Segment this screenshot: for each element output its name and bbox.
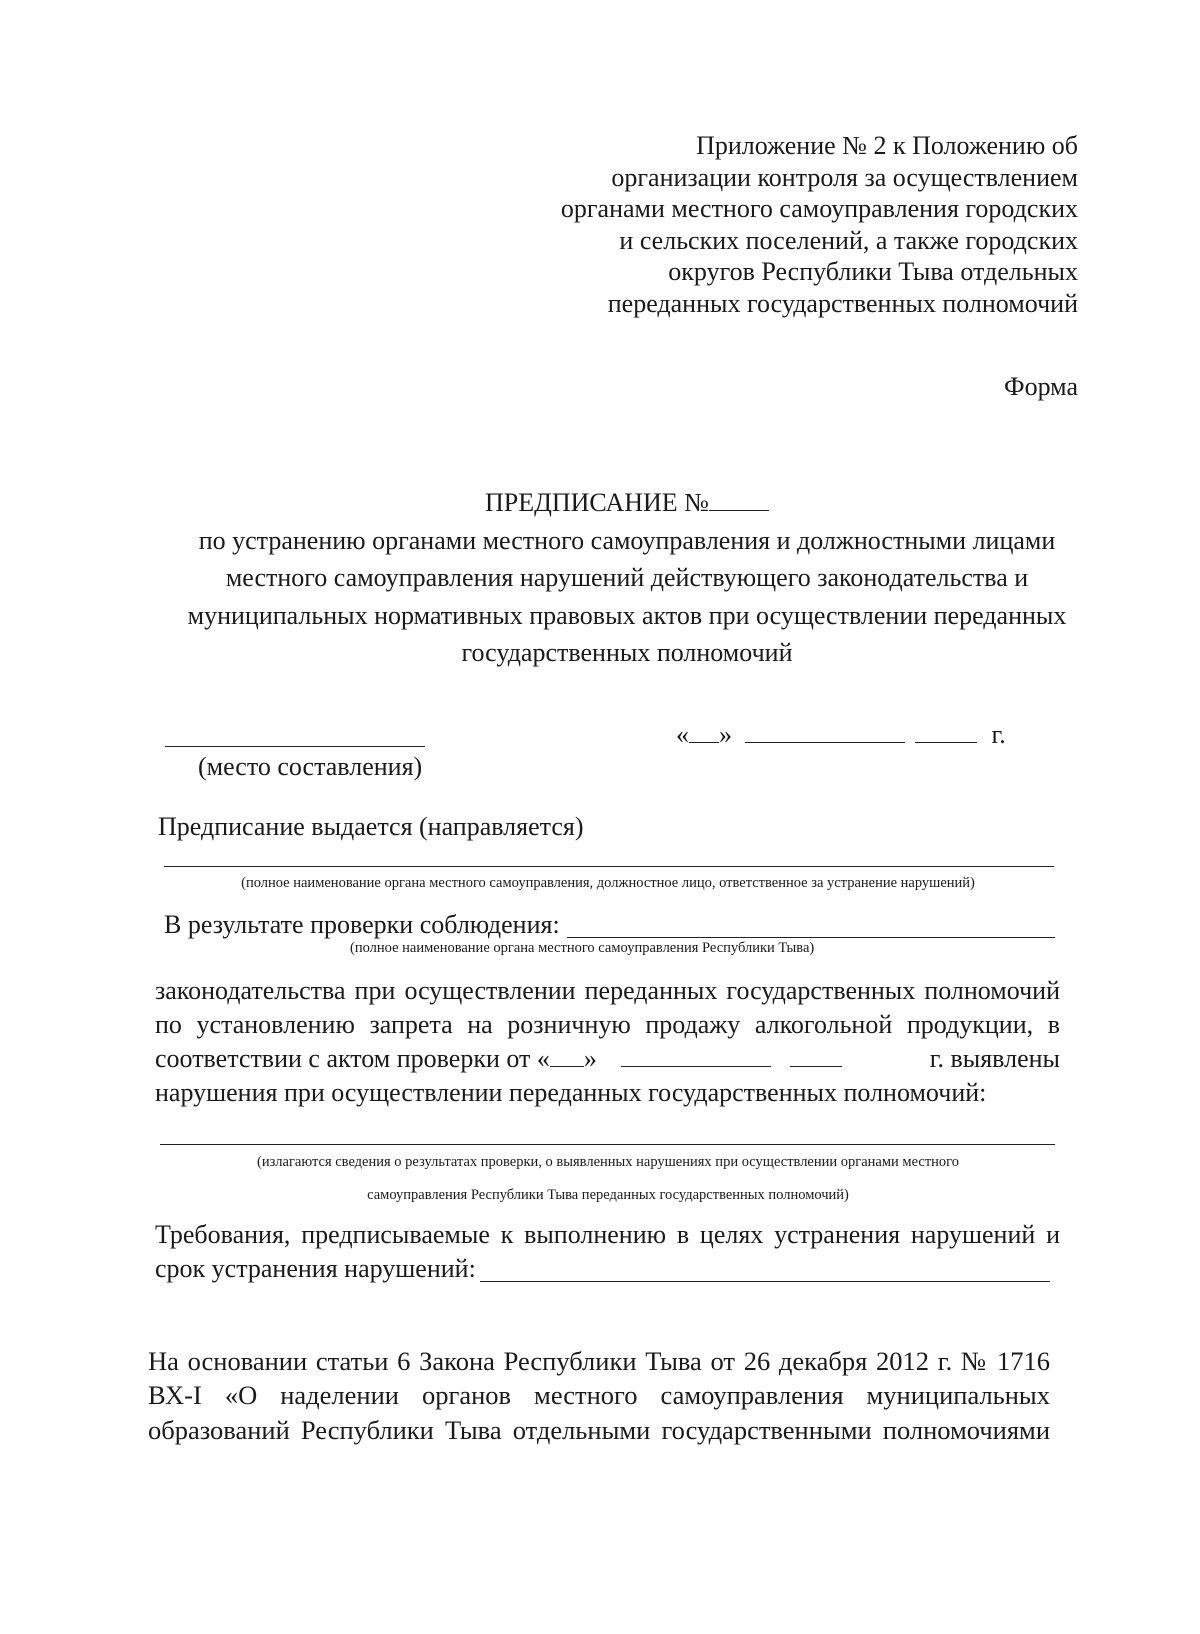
month-blank[interactable] — [745, 720, 905, 743]
date-open-quote: « — [676, 720, 689, 749]
requirements-line2: срок устранения нарушений: — [155, 1254, 476, 1283]
issued-blank[interactable] — [164, 866, 1054, 867]
paragraph1-line2: по установлению запрета на розничную продажу алкогольной продукции, в — [155, 1010, 1060, 1039]
appendix-line: организации контроля за осуществлением — [611, 162, 1078, 192]
form-label: Форма — [1004, 372, 1078, 401]
appendix-line: органами местного самоуправления городских — [560, 194, 1078, 223]
act-month-blank[interactable] — [621, 1044, 771, 1067]
title-heading-text: ПРЕДПИСАНИЕ № — [485, 488, 709, 517]
place-caption: (место составления) — [198, 752, 423, 781]
requirements-line1: Требования, предписываемые к выполнению в целях устранения нарушений и — [155, 1220, 1060, 1249]
date-close-quote: » — [719, 720, 732, 749]
issued-text: Предписание выдается (направляется) — [158, 812, 584, 841]
number-blank[interactable] — [709, 488, 769, 511]
paragraph1-line4: нарушения при осуществлении переданных государственных полномочий: — [155, 1078, 987, 1107]
date-year-suffix: г. — [991, 720, 1006, 749]
act-date-prefix: соответствии с актом проверки от « — [155, 1044, 550, 1073]
appendix-line: Приложение № 2 к Положению об — [696, 131, 1078, 160]
place-blank[interactable] — [165, 746, 425, 747]
results-caption-line1: (излагаются сведения о результатах проверки, о выявленных нарушениях при осуществлении органами местного — [256, 1154, 960, 1170]
inspection-text: В результате проверки соблюдения: — [164, 910, 560, 939]
title-line: по устранению органами местного самоуправления и должностными лицами — [198, 525, 1056, 555]
title-heading — [0, 484, 1200, 522]
appendix-line: переданных государственных полномочий — [607, 288, 1078, 318]
appendix-line: округов Республики Тыва отдельных — [668, 257, 1078, 286]
basis-line2: ВХ-I «О наделении органов местного самоуправления муниципальных — [148, 1380, 1050, 1410]
act-close-quote: » — [583, 1044, 597, 1073]
appendix-line: и сельских поселений, а также городских — [619, 225, 1078, 255]
paragraph1-line3 — [155, 1044, 1060, 1074]
inspection-blank[interactable] — [567, 937, 1055, 938]
appendix-header — [561, 130, 1078, 319]
basis-line1: На основании статьи 6 Закона Республики Тыва от 26 декабря 2012 г. № 1716 — [148, 1346, 1050, 1376]
year-blank[interactable] — [915, 720, 977, 743]
day-blank[interactable] — [689, 720, 719, 743]
title-line: муниципальных нормативных правовых актов при осуществлении переданных — [187, 600, 1067, 630]
title-line: государственных полномочий — [461, 638, 793, 667]
results-blank[interactable] — [160, 1144, 1055, 1145]
act-day-blank[interactable] — [550, 1044, 584, 1067]
inspection-caption: (полное наименование органа местного самоуправления Республики Тыва) — [350, 940, 815, 956]
basis-line3: образований Республики Тыва отдельными государственными полномочиями — [148, 1415, 1050, 1445]
date-field — [676, 720, 1006, 750]
paragraph1-line1: законодательства при осуществлении переданных государственных полномочий — [155, 976, 1060, 1005]
issued-caption: (полное наименование органа местного самоуправления, должностное лицо, ответственное за устранение нарушений) — [241, 875, 975, 891]
document-title — [0, 484, 1200, 672]
results-caption-line2: самоуправления Республики Тыва переданных государственных полномочий) — [367, 1187, 849, 1203]
title-line: местного самоуправления нарушений действующего законодательства и — [225, 563, 1029, 592]
requirements-blank[interactable] — [480, 1281, 1050, 1282]
act-year-blank[interactable] — [790, 1044, 842, 1067]
act-suffix: г. выявлены — [929, 1044, 1060, 1073]
